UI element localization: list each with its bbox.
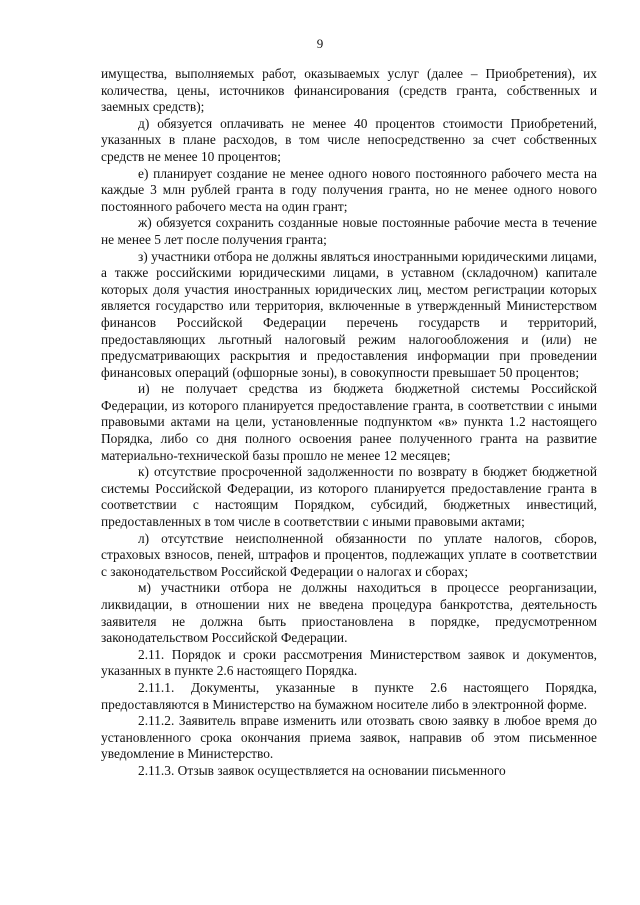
paragraph-item-m: м) участники отбора не должны находиться в процессе реорганизации, ликвидации, в отношении них не введена процедура банкротства, деятельность заявителя не должна быть приостановлена в порядке, предусмотренном законодательством Российской Федерации.	[101, 580, 597, 646]
paragraph-section-2-11-1: 2.11.1. Документы, указанные в пункте 2.6 настоящего Порядка, предоставляются в Министерство на бумажном носителе либо в электронной форме.	[101, 679, 597, 712]
paragraph-section-2-11-3: 2.11.3. Отзыв заявок осуществляется на основании письменного	[138, 762, 506, 778]
paragraph-item-e: е) планирует создание не менее одного нового постоянного рабочего места на каждые 3 млн рублей гранта в году получения гранта, но не менее одного нового постоянного рабочего места на один грант;	[101, 165, 597, 214]
paragraph-item-k: к) отсутствие просроченной задолженности по возврату в бюджет бюджетной системы Российской Федерации, из которого планируется предоставление гранта в соответствии с настоящим Порядком, субсидий, бюджетных инвестиций, предоставленных в том числе в соответствии с иными правовыми актами;	[101, 464, 597, 530]
paragraph-item-l: л) отсутствие неисполненной обязанности по уплате налогов, сборов, страховых взносов, пеней, штрафов и процентов, подлежащих уплате в соответствии с законодательством Российской Федерации о налогах и сборах;	[101, 530, 597, 579]
paragraph-item-zh: ж) обязуется сохранить созданные новые постоянные рабочие места в течение не менее 5 лет после получения гранта;	[101, 215, 597, 247]
page-number: 9	[316, 36, 324, 51]
paragraph-item-i: и) не получает средства из бюджета бюджетной системы Российской Федерации, из которого планируется предоставление гранта, в соответствии с иными правовыми актами на цели, установленные подпунктом «в» пункта 1.2 настоящего Порядка, либо со дня полного освоения ранее полученного гранта на развитие материально-технической базы прошло не менее 12 месяцев;	[101, 381, 597, 463]
paragraph-item-z: з) участники отбора не должны являться иностранными юридическими лицами, а также российскими юридическими лицами, в уставном (складочном) капитале которых доля участия иностранных юридических лиц, местом регистрации которых является государство или территория, включенные в утвержденный Министерством финансов Российской Федерации перечень государств и территорий, предоставляющих льготный налоговый режим налогообложения и (или) не предусматривающих раскрытия и предоставления информации при проведении финансовых операций (офшорные зоны), в совокупности превышает 50 процентов;	[101, 248, 597, 380]
body-text	[101, 66, 597, 780]
paragraph-section-2-11-2: 2.11.2. Заявитель вправе изменить или отозвать свою заявку в любое время до установленного срока окончания приема заявок, направив об этом письменное уведомление в Министерство.	[101, 713, 597, 762]
paragraph-section-2-11: 2.11. Порядок и сроки рассмотрения Министерством заявок и документов, указанных в пункте 2.6 настоящего Порядка.	[101, 646, 597, 679]
paragraph-continuation: имущества, выполняемых работ, оказываемых услуг (далее – Приобретения), их количества, цены, источников финансирования (средств гранта, собственных и заемных средств);	[101, 66, 597, 115]
paragraph-item-d: д) обязуется оплачивать не менее 40 процентов стоимости Приобретений, указанных в плане расходов, в том числе непосредственно за счет собственных средств не менее 10 процентов;	[101, 115, 597, 164]
